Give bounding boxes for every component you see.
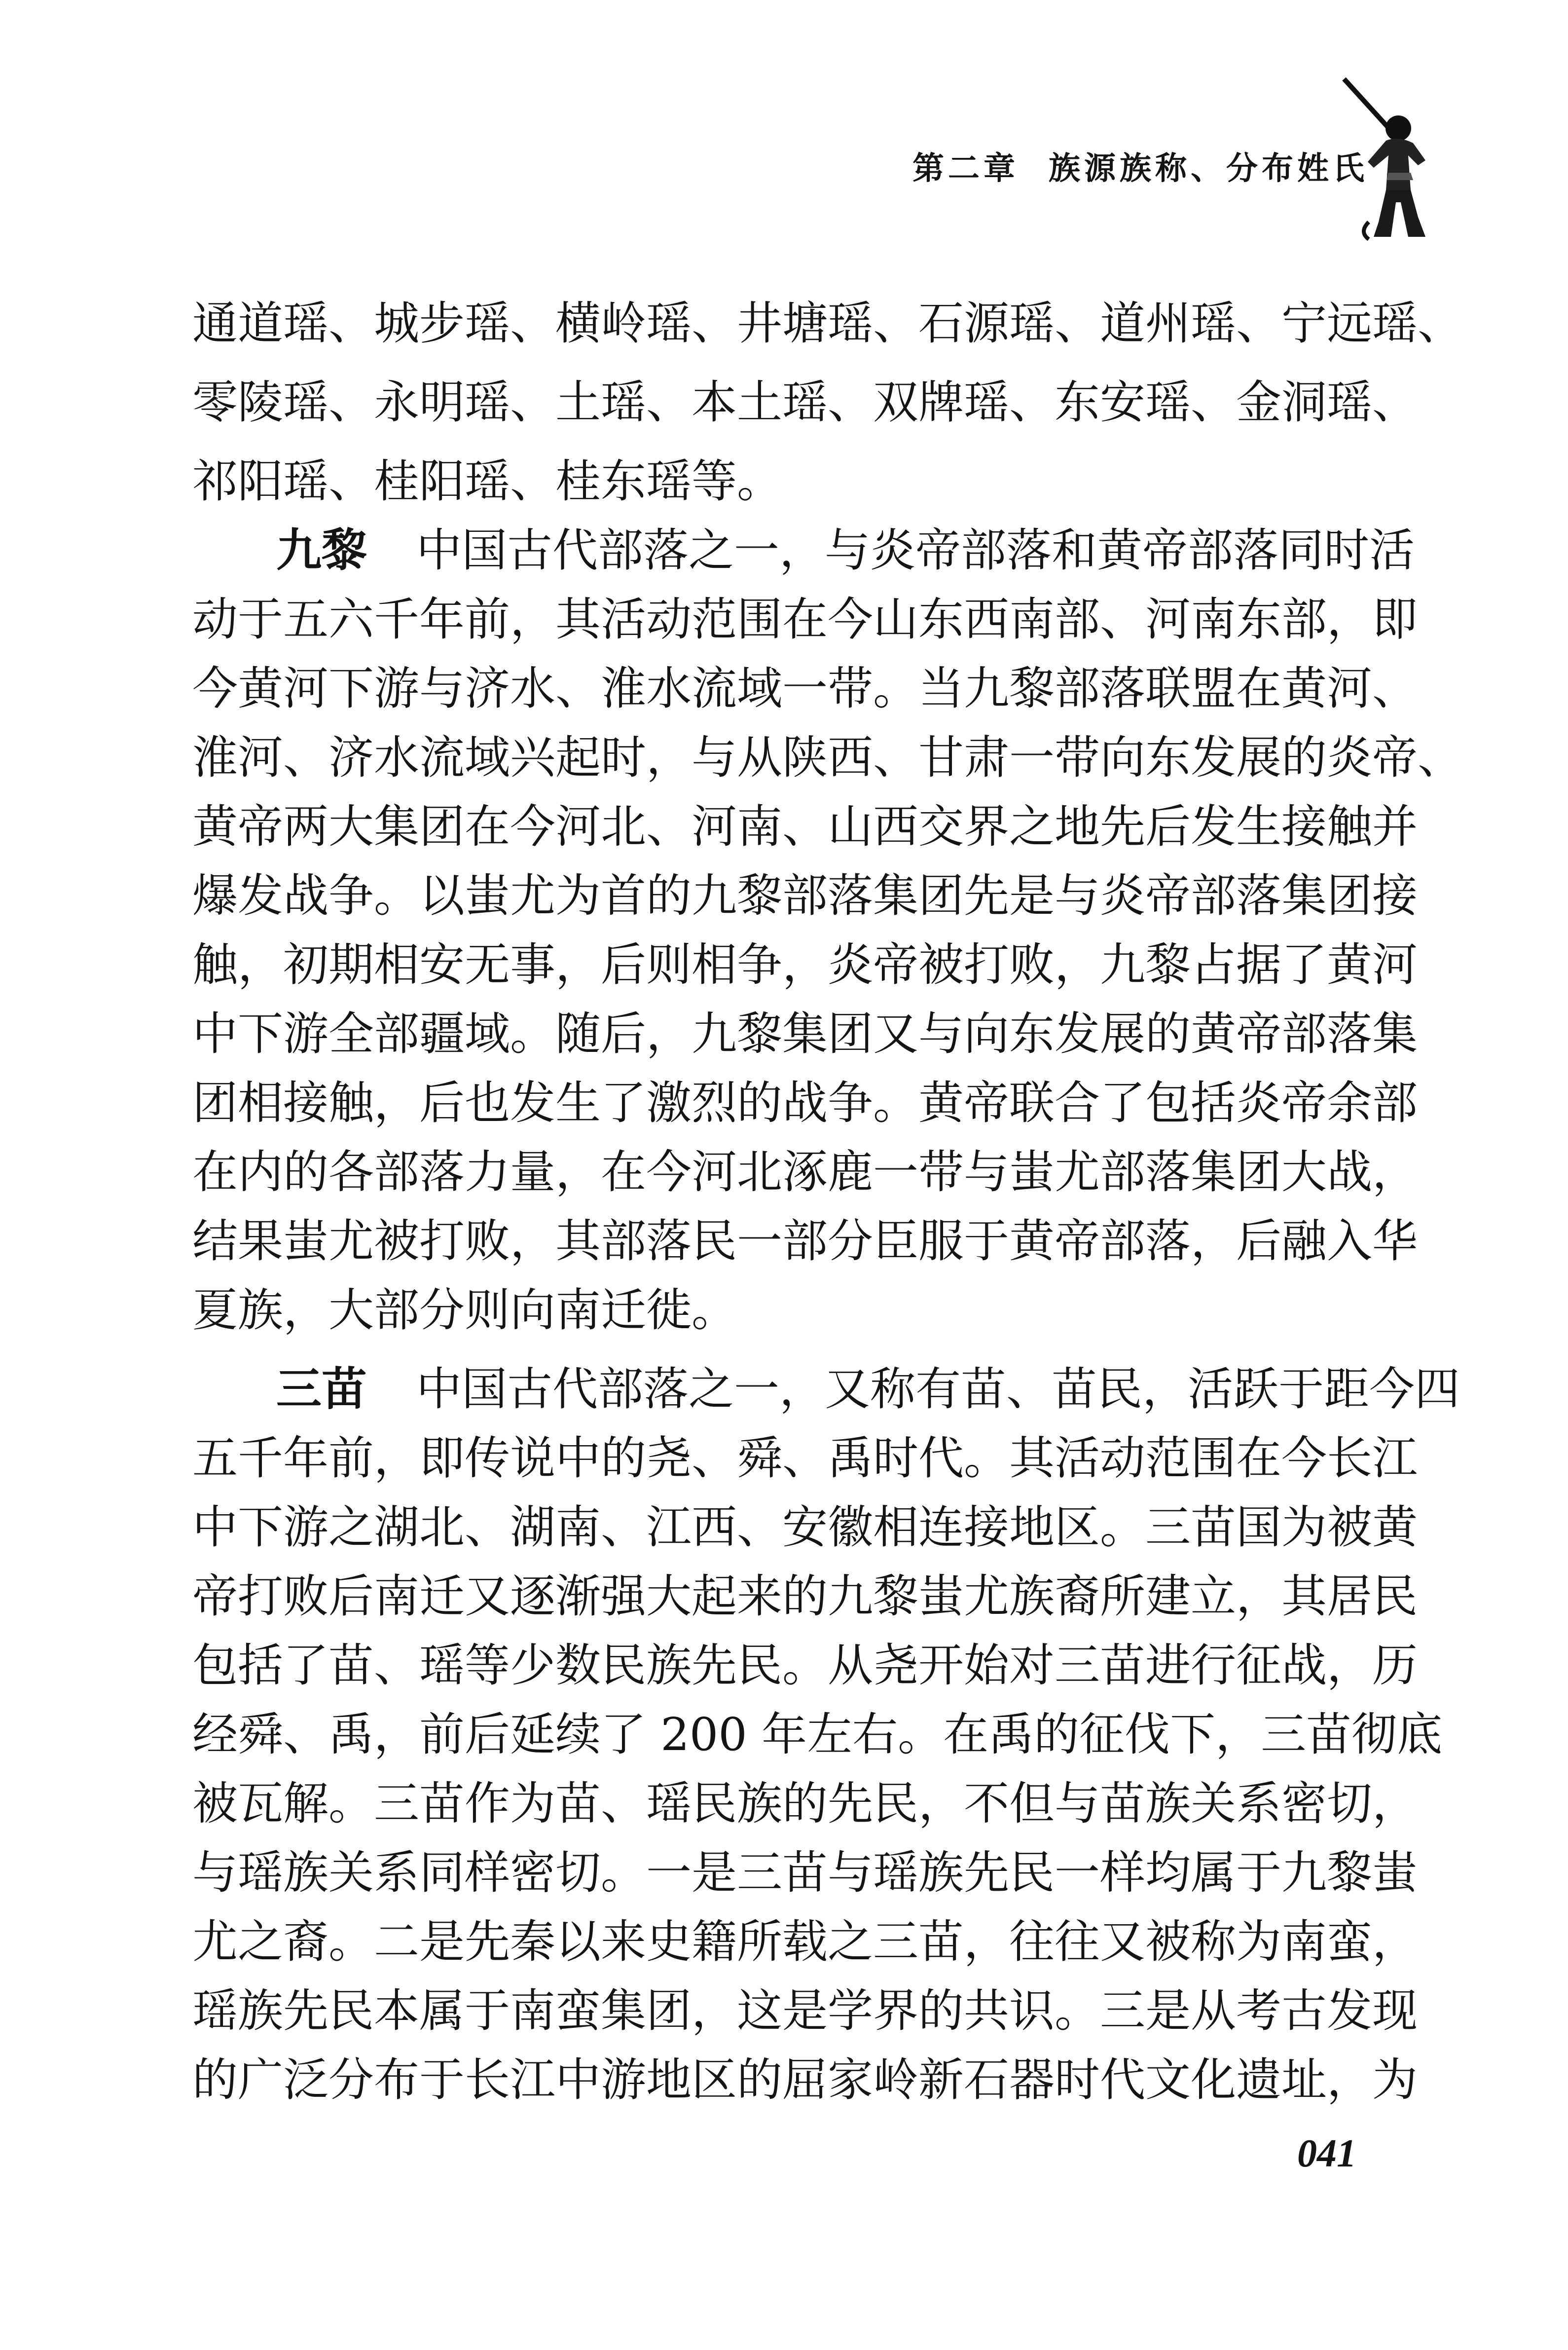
page-number: 041 xyxy=(1297,2132,1356,2175)
text-line: 被瓦解。三苗作为苗、瑶民族的先民，不但与苗族关系密切， xyxy=(192,1777,1418,1830)
chapter-number: 第二章 xyxy=(912,150,1019,187)
text-line: 爆发战争。以蚩尤为首的九黎部落集团先是与炎帝部落集团接 xyxy=(192,869,1418,922)
text-line: 通道瑶、城步瑶、横岭瑶、井塘瑶、石源瑶、道州瑶、宁远瑶、 xyxy=(192,297,1463,350)
text-line: 尤之裔。二是先秦以来史籍所载之三苗，往往又被称为南蛮， xyxy=(192,1915,1418,1968)
text-line: 动于五六千年前，其活动范围在今山东西南部、河南东部，即 xyxy=(192,593,1418,646)
text-line: 团相接触，后也发生了激烈的战争。黄帝联合了包括炎帝余部 xyxy=(192,1077,1418,1129)
text-line: 零陵瑶、永明瑶、土瑶、本土瑶、双牌瑶、东安瑶、金洞瑶、 xyxy=(192,376,1418,429)
warrior-figure-icon xyxy=(1339,74,1453,242)
text-line: 中下游全部疆域。随后，九黎集团又与向东发展的黄帝部落集 xyxy=(192,1007,1418,1060)
entry-jiuli-first-line: 九黎 中国古代部落之一，与炎帝部落和黄帝部落同时活 xyxy=(276,524,1415,577)
text-line: 瑶族先民本属于南蛮集团，这是学界的共识。三是从考古发现 xyxy=(192,1984,1418,2037)
chapter-title: 族源族称、分布姓氏 xyxy=(1049,150,1368,187)
text-line: 的广泛分布于长江中游地区的屈家岭新石器时代文化遗址，为 xyxy=(192,2053,1418,2106)
running-header xyxy=(912,143,1368,187)
text-line: 今黄河下游与济水、淮水流域一带。当九黎部落联盟在黄河、 xyxy=(192,662,1418,715)
entry-term: 三苗 xyxy=(276,1363,367,1416)
text-line: 帝打败后南迁又逐渐强大起来的九黎蚩尤族裔所建立，其居民 xyxy=(192,1570,1418,1623)
text-line: 黄帝两大集团在今河北、河南、山西交界之地先后发生接触并 xyxy=(192,800,1418,853)
text-line: 五千年前，即传说中的尧、舜、禹时代。其活动范围在今长江 xyxy=(192,1432,1418,1485)
text-line: 在内的各部落力量，在今河北涿鹿一带与蚩尤部落集团大战， xyxy=(192,1146,1418,1198)
entry-sanmiao-first-line: 三苗 中国古代部落之一，又称有苗、苗民，活跃于距今四 xyxy=(276,1363,1460,1416)
text-line: 与瑶族关系同样密切。一是三苗与瑶族先民一样均属于九黎蚩 xyxy=(192,1846,1418,1899)
text-line: 中下游之湖北、湖南、江西、安徽相连接地区。三苗国为被黄 xyxy=(192,1501,1418,1554)
text-line: 包括了苗、瑶等少数民族先民。从尧开始对三苗进行征战，历 xyxy=(192,1639,1418,1692)
text-line: 祁阳瑶、桂阳瑶、桂东瑶等。 xyxy=(192,455,783,508)
text-line: 触，初期相安无事，后则相争，炎帝被打败，九黎占据了黄河 xyxy=(192,938,1418,991)
text-line: 结果蚩尤被打败，其部落民一部分臣服于黄帝部落，后融入华 xyxy=(192,1215,1418,1268)
text-line: 经舜、禹，前后延续了 200 年左右。在禹的征伐下，三苗彻底 xyxy=(192,1708,1443,1761)
text-line: 淮河、济水流域兴起时，与从陕西、甘肃一带向东发展的炎帝、 xyxy=(192,731,1463,784)
entry-term: 九黎 xyxy=(276,524,367,577)
text-line: 夏族，大部分则向南迁徙。 xyxy=(192,1284,737,1337)
